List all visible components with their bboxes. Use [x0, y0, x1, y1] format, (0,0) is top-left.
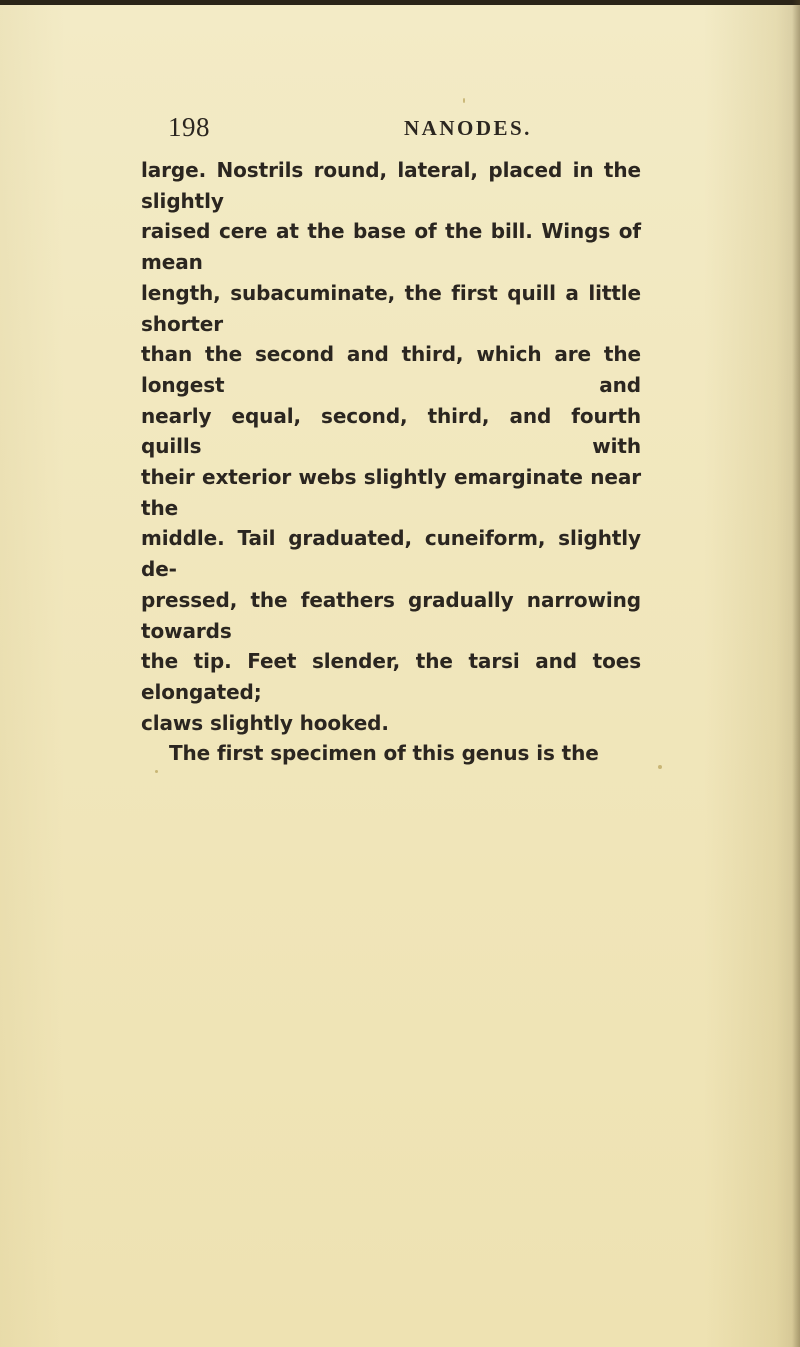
- paper-speck: [155, 770, 158, 773]
- body-text: [141, 155, 641, 769]
- text-line: than the second and third, which are the longest and: [141, 342, 641, 397]
- running-head: NANODES.: [404, 116, 532, 140]
- text-line: pressed, the feathers gradually narrowing towards: [141, 587, 641, 643]
- text-line: the tip. Feet slender, the tarsi and toes elongated;: [141, 649, 641, 704]
- page-right-edge: [792, 0, 800, 1347]
- paper-speck: [658, 765, 662, 769]
- text-line: The first specimen of this genus is the: [169, 741, 599, 766]
- text-line: large. Nostrils round, lateral, placed in the slightly: [141, 158, 641, 213]
- text-line: length, subacuminate, the first quill a little shorter: [141, 280, 641, 336]
- paper-speck: [463, 98, 465, 103]
- page-header: [168, 112, 638, 152]
- text-line: raised cere at the base of the bill. Wings of mean: [141, 219, 641, 275]
- text-line: nearly equal, second, third, and fourth quills with: [141, 403, 641, 459]
- text-line: middle. Tail graduated, cuneiform, slightly de-: [141, 526, 641, 582]
- page-number: 198: [168, 112, 210, 142]
- text-line: their exterior webs slightly emarginate near the: [141, 465, 641, 520]
- text-line: claws slightly hooked.: [141, 710, 389, 735]
- page-top-edge: [0, 0, 800, 5]
